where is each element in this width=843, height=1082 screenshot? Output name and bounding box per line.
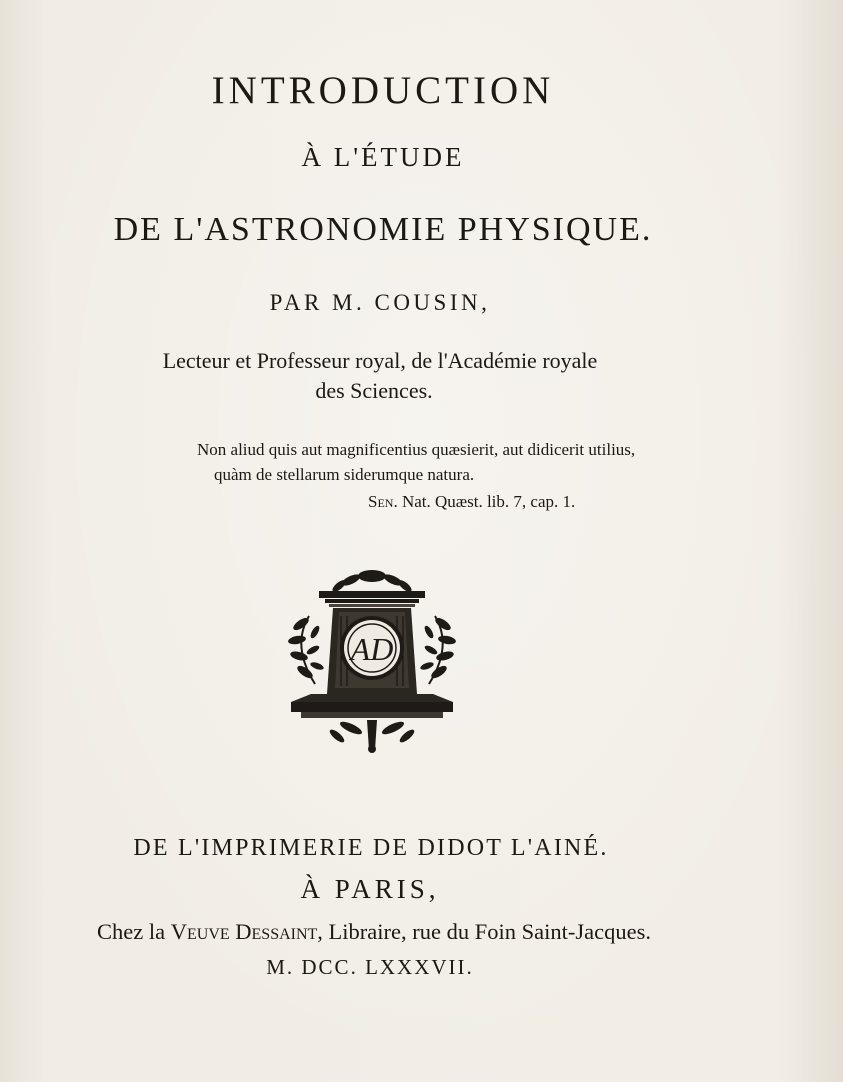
epigraph-source-author: Sen.	[368, 492, 398, 511]
imprint-publisher-prefix: Chez la	[97, 919, 166, 944]
imprint-publisher-address: Libraire, rue du Foin Saint-Jacques.	[328, 919, 651, 944]
epigraph-line1: Non aliud quis aut magnificentius quæsierit, aut didicerit utilius,	[197, 440, 636, 459]
imprint-publisher	[97, 919, 651, 945]
printer-ornament-icon	[281, 566, 463, 754]
epigraph-line2: quàm de stellarum siderumque natura.	[214, 465, 475, 484]
title-line-a-l-etude: À L'ÉTUDE	[301, 142, 465, 172]
title-line-astronomie-physique: DE L'ASTRONOMIE PHYSIQUE.	[113, 211, 653, 248]
imprint-printer: DE L'IMPRIMERIE DE DIDOT L'AINÉ.	[133, 835, 609, 861]
title-line-introduction: INTRODUCTION	[211, 69, 555, 112]
author-affiliation-line2: des Sciences.	[315, 378, 433, 403]
imprint-city: À PARIS,	[300, 874, 440, 904]
author-affiliation-line1: Lecteur et Professeur royal, de l'Académie royale	[162, 348, 598, 373]
emblem-monogram: AD	[350, 631, 394, 667]
epigraph-source-reference: Nat. Quæst. lib. 7, cap. 1.	[401, 492, 576, 511]
imprint-date: M. DCC. LXXXVII.	[266, 955, 474, 979]
imprint-publisher-name: Veuve Dessaint,	[170, 919, 323, 944]
author-byline: PAR M. COUSIN,	[269, 290, 491, 315]
epigraph-source	[368, 492, 575, 512]
